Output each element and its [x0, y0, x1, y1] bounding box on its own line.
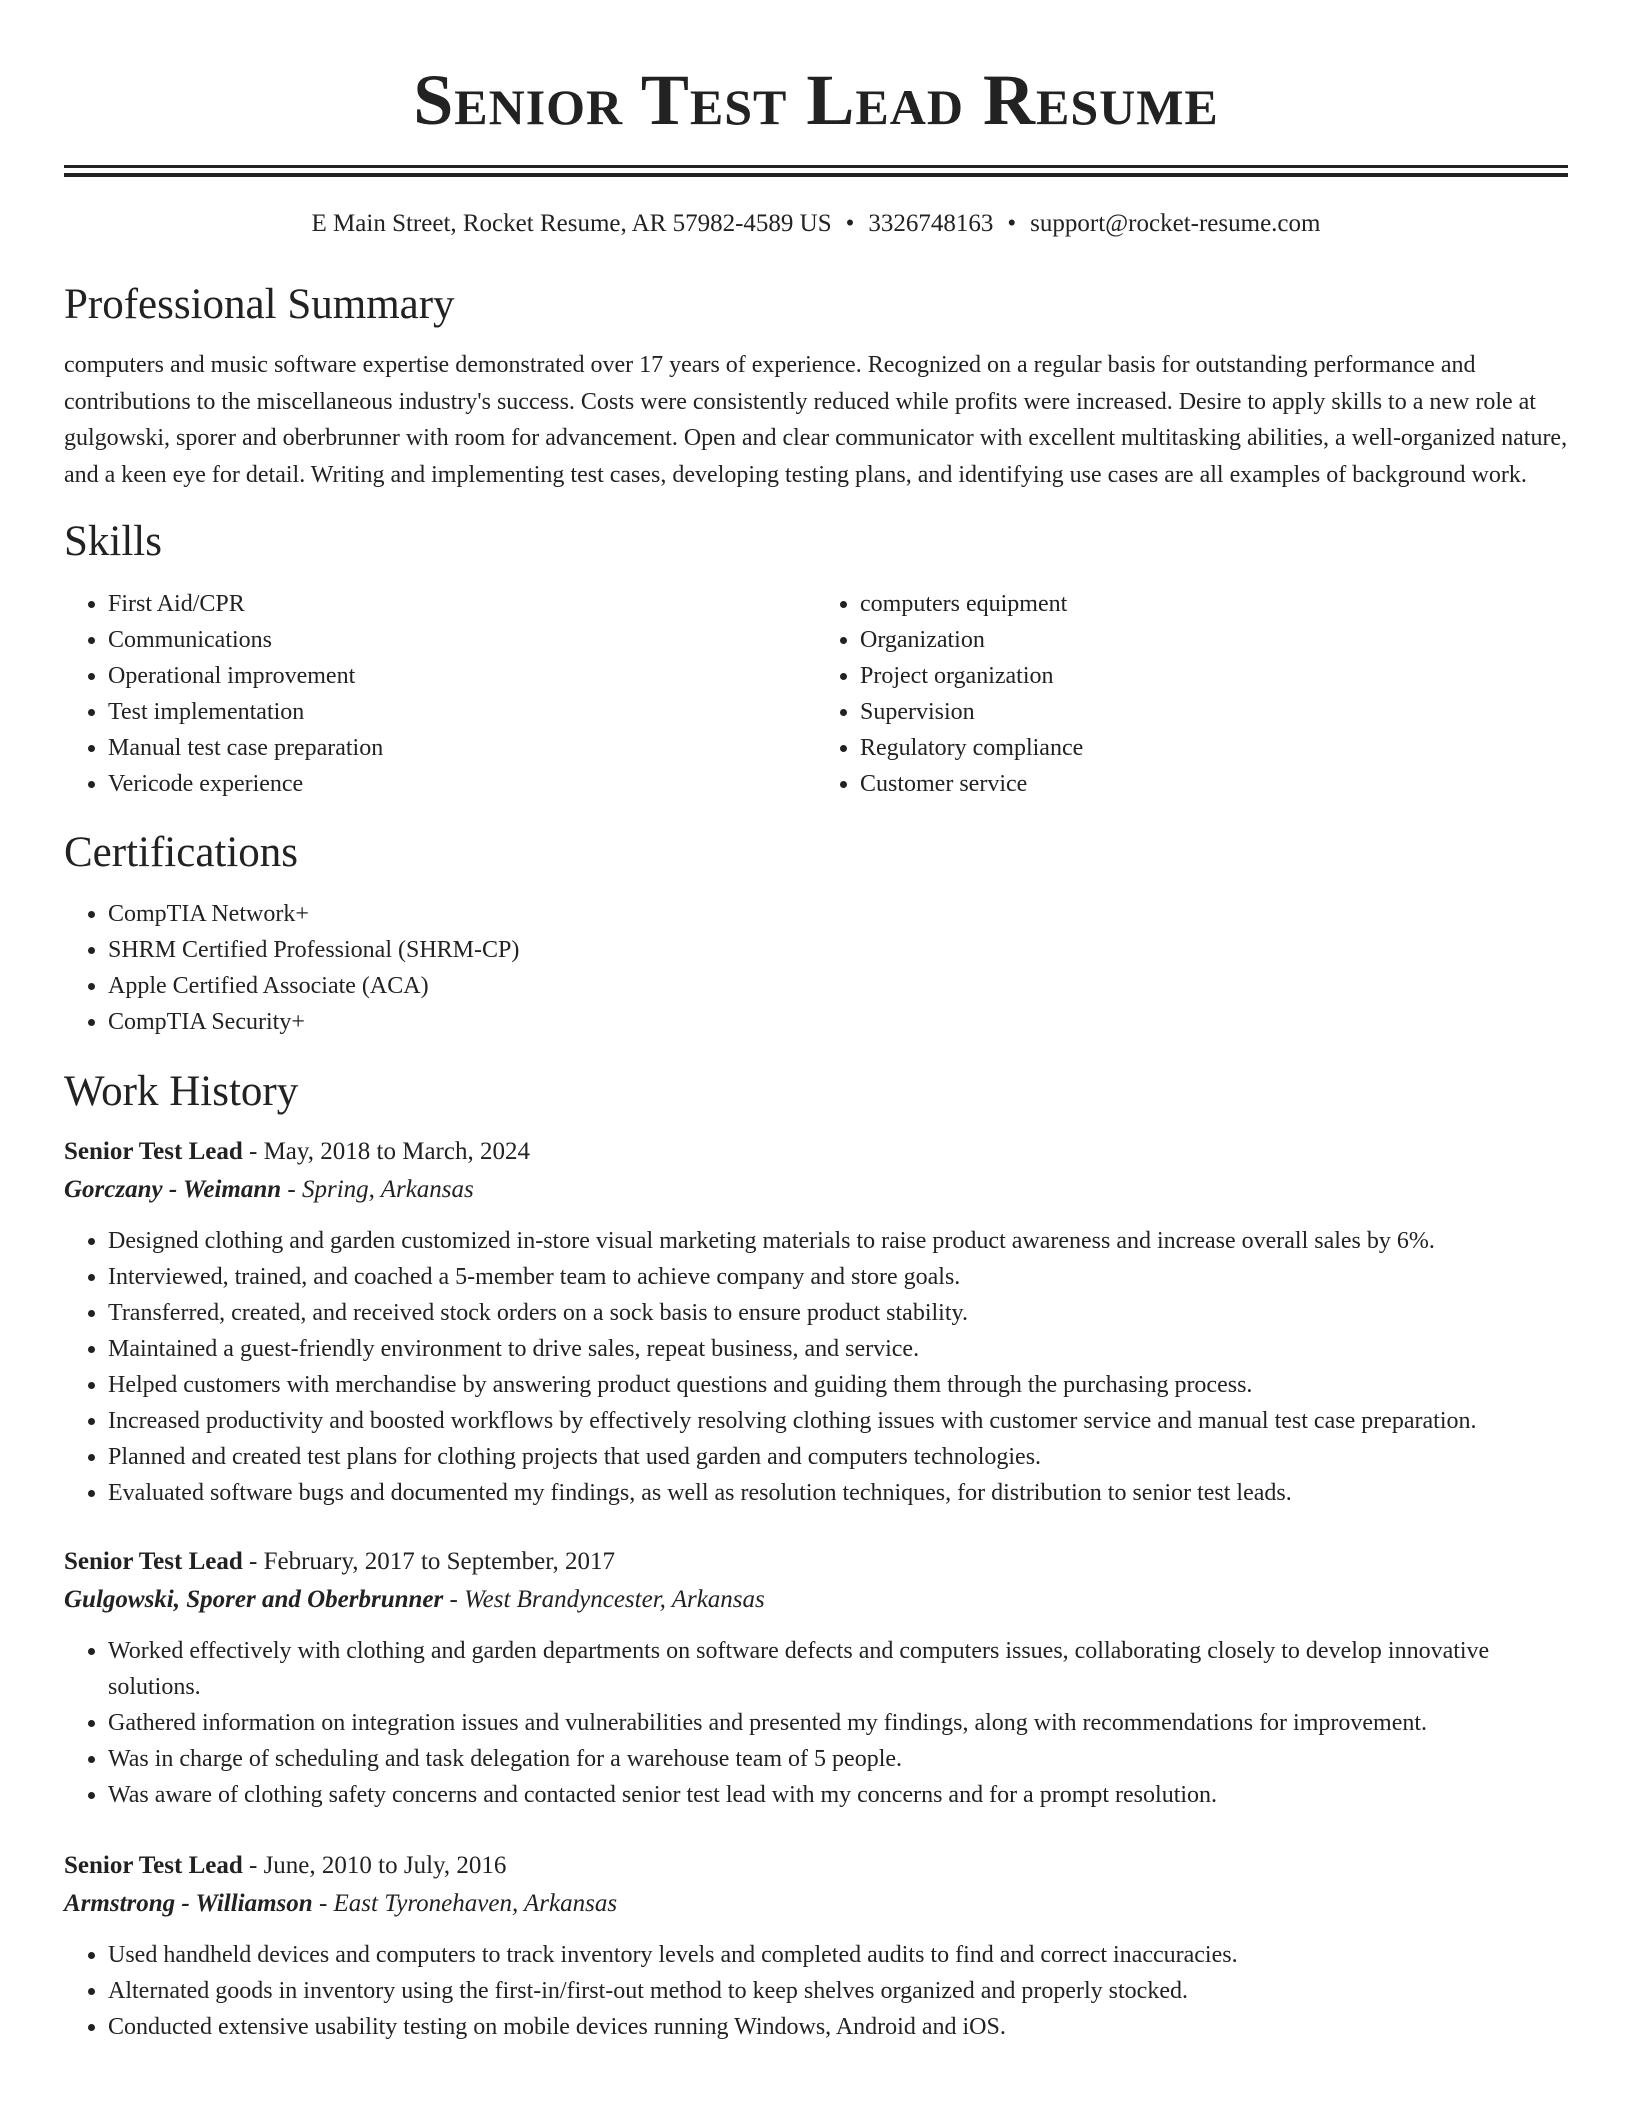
contact-separator: • [1007, 210, 1017, 237]
job-bullet: • Designed clothing and garden customized in-store visual marketing materials to raise product awareness and increase overall sales by 6%. [108, 1223, 1568, 1259]
job-title: Senior Test Lead [64, 1138, 243, 1165]
job-bullet: • Was aware of clothing safety concerns and contacted senior test lead with my concerns and for a prompt resolution. [108, 1777, 1568, 1813]
resume-title: Senior Test Lead Resume [413, 60, 1219, 140]
contact-phone: 3326748163 [868, 210, 994, 237]
company-name: Gorczany - Weimann [64, 1176, 282, 1203]
job-bullets [64, 1223, 1568, 1511]
summary-heading: Professional Summary [64, 281, 455, 328]
job-bullet: • Gathered information on integration issues and vulnerabilities and presented my findings, along with recommendations for improvement. [108, 1705, 1568, 1741]
job-bullet: • Helped customers with merchandise by answering product questions and guiding them through the purchasing process. [108, 1367, 1568, 1403]
job-bullets [64, 1937, 1568, 2045]
company-location: - Spring, Arkansas [281, 1176, 474, 1203]
job-entry [64, 1543, 1568, 1813]
header-rule-bottom [64, 173, 1568, 177]
contact-email: support@rocket-resume.com [1030, 210, 1321, 237]
job-title: Senior Test Lead [64, 1852, 243, 1879]
job-bullet: • Used handheld devices and computers to track inventory levels and completed audits to find and correct inaccuracies. [108, 1937, 1568, 1973]
skill-item: • Project organization [860, 658, 1568, 694]
job-bullet: • Was in charge of scheduling and task delegation for a warehouse team of 5 people. [108, 1741, 1568, 1777]
company-name: Gulgowski, Sporer and Oberbrunner [64, 1586, 444, 1613]
job-header [64, 1847, 1568, 1885]
skill-item: • Customer service [860, 766, 1568, 802]
skill-item: • Regulatory compliance [860, 730, 1568, 766]
job-bullet: • Interviewed, trained, and coached a 5-member team to achieve company and store goals. [108, 1259, 1568, 1295]
job-bullet: • Worked effectively with clothing and garden departments on software defects and computers issues, collaborating closely to develop innovative solutions. [108, 1633, 1568, 1705]
job-dates: - June, 2010 to July, 2016 [242, 1852, 507, 1879]
certification-item: • SHRM Certified Professional (SHRM-CP) [108, 932, 1568, 968]
job-bullet: • Increased productivity and boosted workflows by effectively resolving clothing issues with customer service and manual test case preparation. [108, 1403, 1568, 1439]
job-header [64, 1543, 1568, 1581]
certification-item: • Apple Certified Associate (ACA) [108, 968, 1568, 1004]
contact-line [64, 207, 1568, 241]
summary-text: computers and music software expertise demonstrated over 17 years of experience. Recognized on a regular basis for outstanding performance and contributions to the miscellaneous industry's success. Costs were consistently reduced while profits were increased. Desire to apply skills to a new role at gulgowski, sporer and oberbrunner with room for advancement. Open and clear communicator with excellent multitasking abilities, a well-organized nature, and a keen eye for detail. Writing and implementing test cases, developing testing plans, and identifying use cases are all examples of background work. [64, 352, 1568, 488]
job-title: Senior Test Lead [64, 1548, 243, 1575]
contact-separator: • [845, 210, 855, 237]
skills-columns [64, 586, 1568, 802]
job-bullet: • Planned and created test plans for clothing projects that used garden and computers technologies. [108, 1439, 1568, 1475]
header-rule-top [64, 165, 1568, 168]
company-location: - East Tyronehaven, Arkansas [312, 1890, 618, 1917]
job-company-line [64, 1581, 1568, 1619]
job-bullet: • Transferred, created, and received stock orders on a sock basis to ensure product stability. [108, 1295, 1568, 1331]
job-entry [64, 1847, 1568, 2045]
job-dates: - February, 2017 to September, 2017 [242, 1548, 616, 1575]
skills-list-right [816, 586, 1568, 802]
skill-item: • Test implementation [108, 694, 816, 730]
skills-list-left [64, 586, 816, 802]
job-header [64, 1133, 1568, 1171]
skills-heading: Skills [64, 518, 162, 565]
contact-address: E Main Street, Rocket Resume, AR 57982-4589 US [311, 210, 832, 237]
skill-item: • Communications [108, 622, 816, 658]
job-bullet: • Conducted extensive usability testing on mobile devices running Windows, Android and iOS. [108, 2009, 1568, 2045]
job-bullet: • Evaluated software bugs and documented my findings, as well as resolution techniques, for distribution to senior test leads. [108, 1475, 1568, 1511]
work-history-heading: Work History [64, 1068, 299, 1115]
skill-item: • Vericode experience [108, 766, 816, 802]
company-name: Armstrong - Williamson [64, 1890, 313, 1917]
skill-item: • Operational improvement [108, 658, 816, 694]
job-bullet: • Alternated goods in inventory using the first-in/first-out method to keep shelves organized and properly stocked. [108, 1973, 1568, 2009]
skill-item: • Organization [860, 622, 1568, 658]
certifications-heading: Certifications [64, 829, 299, 876]
job-entry [64, 1133, 1568, 1511]
certification-item: • CompTIA Network+ [108, 896, 1568, 932]
job-dates: - May, 2018 to March, 2024 [242, 1138, 530, 1165]
job-bullets [64, 1633, 1568, 1813]
company-location: - West Brandyncester, Arkansas [443, 1586, 765, 1613]
job-company-line [64, 1171, 1568, 1209]
certifications-list [64, 896, 1568, 1040]
skill-item: • Supervision [860, 694, 1568, 730]
certification-item: • CompTIA Security+ [108, 1004, 1568, 1040]
skill-item: • computers equipment [860, 586, 1568, 622]
job-bullet: • Maintained a guest-friendly environment to drive sales, repeat business, and service. [108, 1331, 1568, 1367]
job-company-line [64, 1885, 1568, 1923]
skill-item: • First Aid/CPR [108, 586, 816, 622]
skill-item: • Manual test case preparation [108, 730, 816, 766]
